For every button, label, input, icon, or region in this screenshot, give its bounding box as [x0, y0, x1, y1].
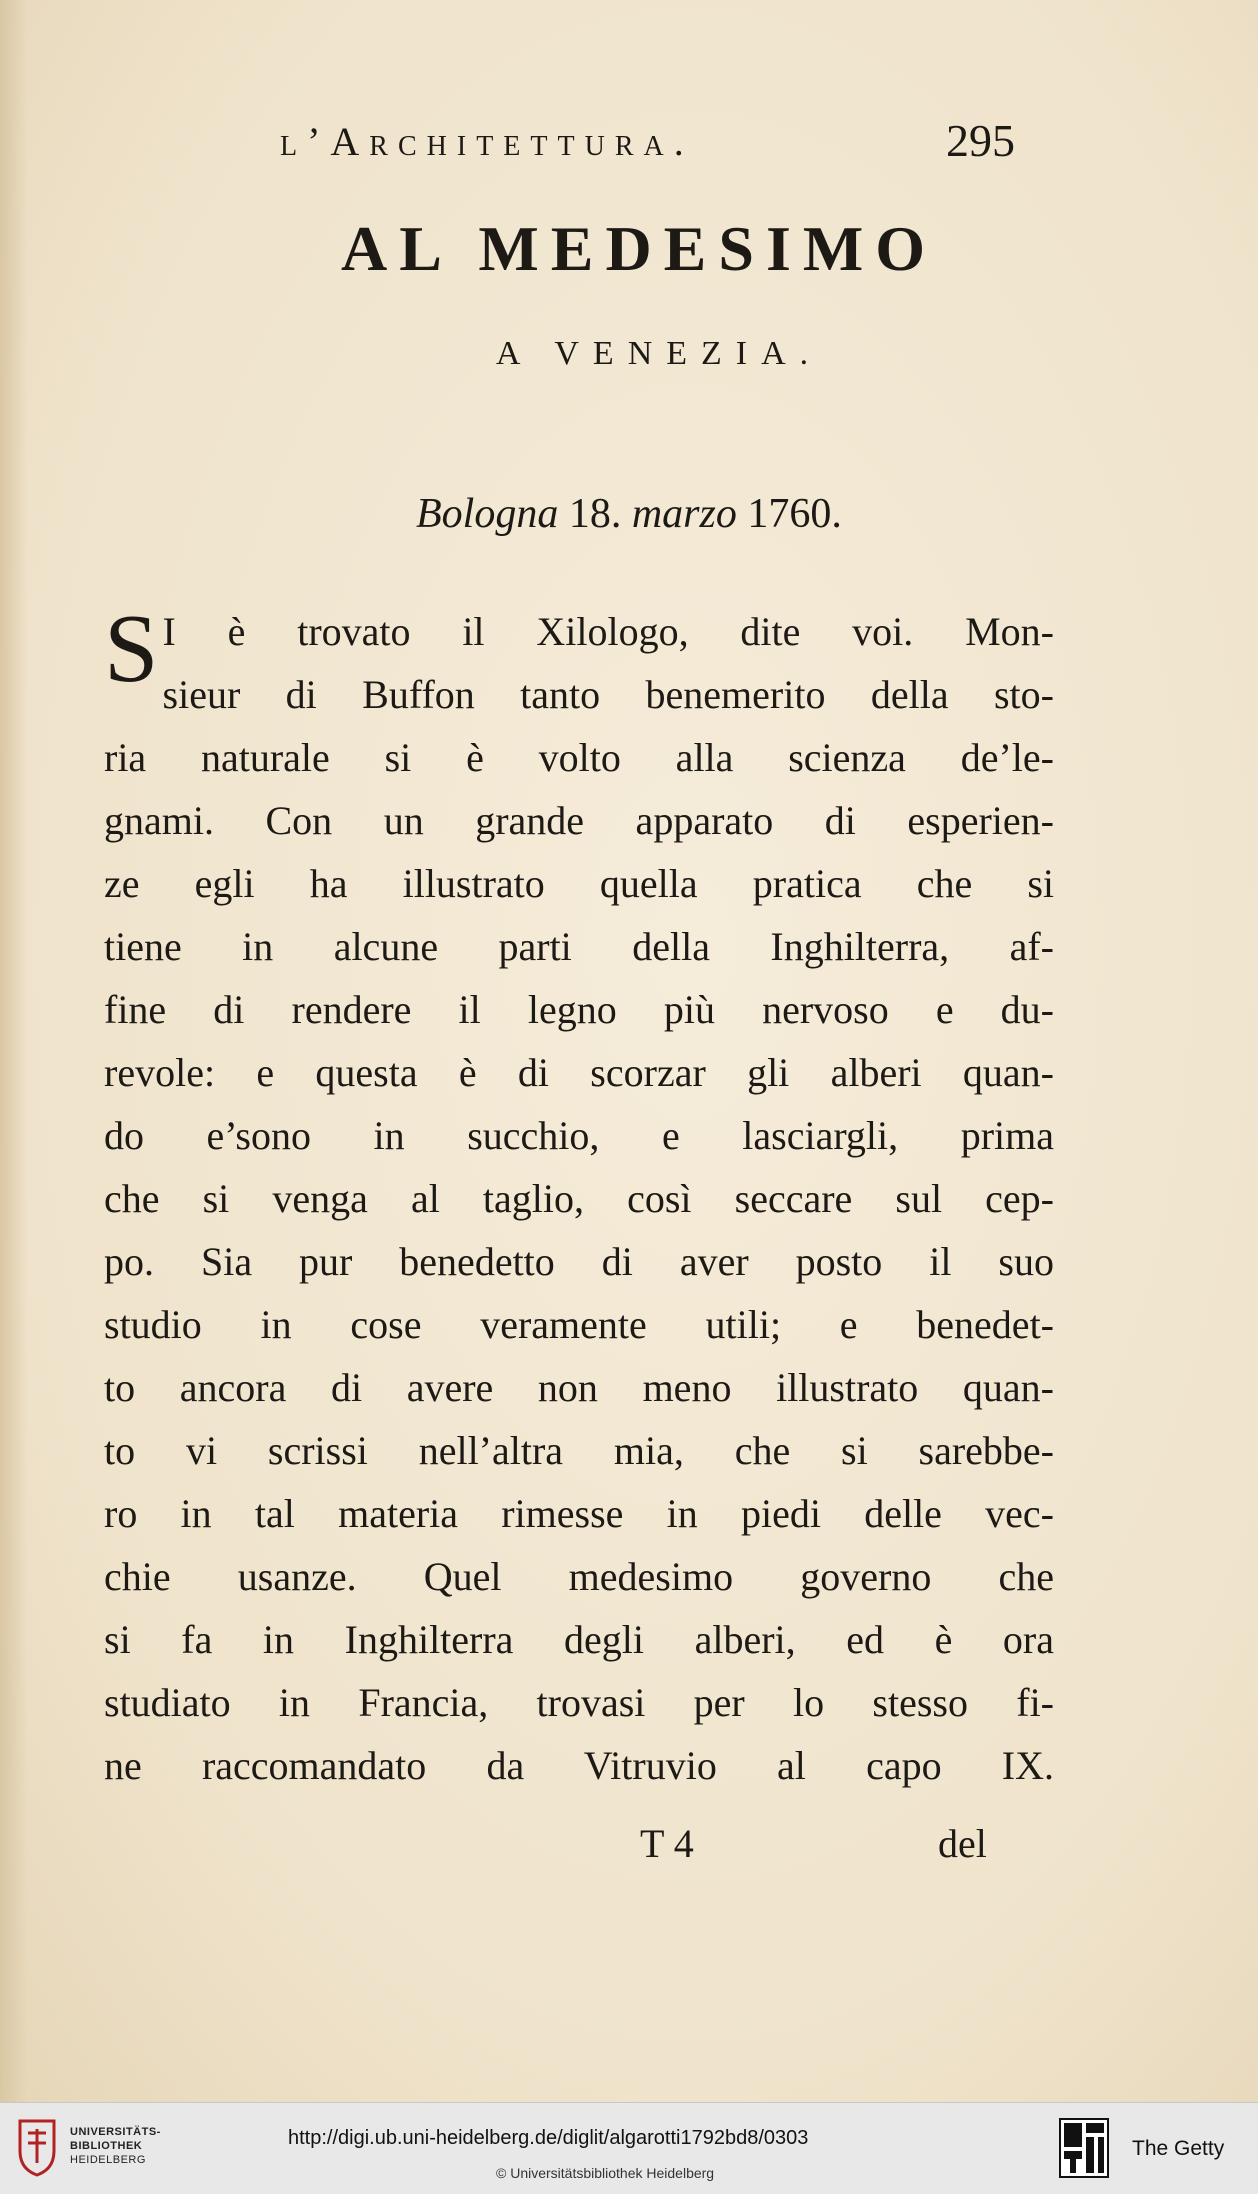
university-seal-icon: [14, 2117, 60, 2177]
running-head: [0, 115, 1258, 178]
page-edge-shadow: [0, 0, 28, 2102]
body-line: studio in cose veramente utili; e benedet-: [104, 1302, 1054, 1347]
dateline-year: 1760.: [747, 491, 842, 537]
university-name-line: HEIDELBERG: [70, 2154, 146, 2166]
dateline-place: Bologna: [416, 491, 559, 537]
letter-body: [104, 595, 1054, 1797]
body-line: ze egli ha illustrato quella pratica che si: [104, 861, 1054, 906]
body-line: revole: e questa è di scorzar gli alberi quan-: [104, 1050, 1054, 1095]
body-line: si fa in Inghilterra degli alberi, ed è ora: [104, 1617, 1054, 1662]
body-line: to ancora di avere non meno illustrato quan-: [104, 1365, 1054, 1410]
letter-subheading: A VENEZIA.: [495, 335, 823, 372]
dateline-day: 18.: [568, 491, 622, 537]
dateline: [416, 490, 842, 538]
university-name-line: BIBLIOTHEK: [70, 2140, 143, 2152]
body-line: I è trovato il Xilologo, dite voi. Mon-: [162, 609, 1054, 654]
body-line: fine di rendere il legno più nervoso e du-: [104, 987, 1054, 1032]
getty-logo-icon: [1058, 2117, 1110, 2179]
body-line: ne raccomandato da Vitruvio al capo IX.: [104, 1743, 1054, 1788]
dateline-month: marzo: [631, 491, 737, 537]
viewer-footer: [0, 2102, 1258, 2194]
permalink-url[interactable]: http://digi.ub.uni-heidelberg.de/diglit/algarotti1792bd8/0303: [288, 2127, 809, 2149]
university-name: [70, 2125, 161, 2167]
body-line: studiato in Francia, trovasi per lo stesso fi-: [104, 1680, 1054, 1725]
body-line: do e’sono in succhio, e lasciargli, prima: [104, 1113, 1054, 1158]
body-line: tiene in alcune parti della Inghilterra, af-: [104, 924, 1054, 969]
copyright-notice: © Universitätsbibliothek Heidelberg: [496, 2165, 715, 2181]
page-number: 295: [946, 115, 1015, 166]
getty-name: The Getty: [1132, 2137, 1225, 2160]
university-name-line: UNIVERSITÄTS-: [70, 2126, 161, 2138]
signature-mark: T 4: [640, 1821, 694, 1866]
body-line: chie usanze. Quel medesimo governo che: [104, 1554, 1054, 1599]
body-line: to vi scrissi nell’altra mia, che si sarebbe-: [104, 1428, 1054, 1473]
body-line: po. Sia pur benedetto di aver posto il suo: [104, 1239, 1054, 1284]
body-line: sieur di Buffon tanto benemerito della sto-: [162, 672, 1054, 717]
running-title: l’Architettura.: [280, 119, 694, 164]
body-line: ria naturale si è volto alla scienza de’le-: [104, 735, 1054, 780]
catchwords: [0, 1820, 1258, 1880]
body-line: che si venga al taglio, così seccare sul cep-: [104, 1176, 1054, 1221]
body-line: gnami. Con un grande apparato di esperien-: [104, 798, 1054, 843]
drop-cap: S: [104, 595, 159, 703]
catchword: del: [938, 1821, 987, 1866]
body-line: ro in tal materia rimesse in piedi delle vec-: [104, 1491, 1054, 1536]
letter-heading: AL MEDESIMO: [340, 213, 938, 284]
